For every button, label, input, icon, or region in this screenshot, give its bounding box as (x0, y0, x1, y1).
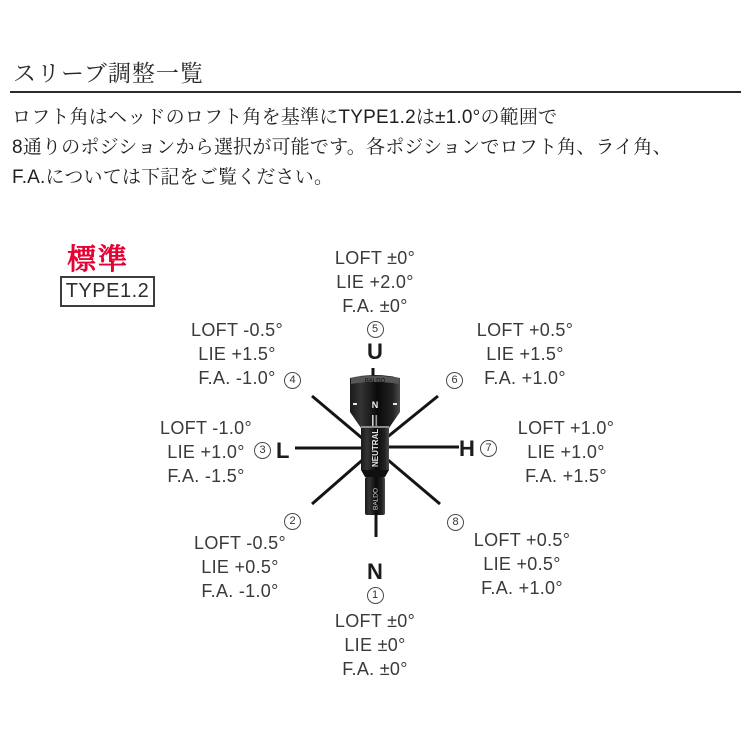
position-1 (295, 560, 455, 681)
position-5-letter: U (367, 339, 383, 364)
fa-value: F.A. -1.0° (198, 368, 276, 388)
loft-value: LOFT +0.5° (473, 530, 571, 550)
lie-value: LIE +0.5° (483, 554, 561, 574)
sleeve-brand-label: BALDO (364, 378, 386, 385)
title-underline (10, 91, 741, 93)
position-1-badge: 1 (367, 587, 384, 604)
page-title: スリーブ調整一覧 (13, 60, 204, 86)
loft-value: LOFT -0.5° (194, 533, 286, 553)
intro-line-3: F.A.については下記をご覧ください。 (12, 167, 334, 188)
lie-value: LIE +1.0° (167, 442, 245, 462)
loft-value: LOFT +0.5° (476, 320, 574, 340)
sleeve-tick-left (353, 403, 357, 405)
position-1-values (335, 609, 415, 681)
fa-value: F.A. ±0° (342, 659, 408, 679)
sleeve-n-marking: N (371, 400, 379, 410)
fa-value: F.A. -1.5° (167, 466, 245, 486)
position-5-badge: 5 (367, 321, 384, 338)
lie-value: LIE +1.0° (527, 442, 605, 462)
standard-label: 標準 (67, 244, 130, 276)
position-2-values (177, 531, 303, 603)
sleeve-collar-highlight (361, 426, 389, 428)
intro-text (12, 103, 672, 193)
position-2-badge: 2 (284, 513, 301, 530)
loft-value: LOFT -1.0° (160, 418, 252, 438)
position-6-values (460, 318, 590, 390)
position-5 (295, 246, 455, 364)
type-badge: TYPE1.2 (60, 276, 155, 307)
position-7-values (501, 416, 631, 488)
lie-value: LIE +1.5° (486, 344, 564, 364)
position-4-badge: 4 (284, 372, 301, 389)
sleeve-adapter-image (347, 370, 404, 522)
position-4-values (172, 318, 302, 390)
position-3-values (141, 416, 271, 488)
position-8-badge: 8 (447, 514, 464, 531)
lie-value: LIE +1.5° (198, 344, 276, 364)
loft-value: LOFT ±0° (334, 248, 416, 268)
sleeve-tip-brand-label: BALDO (372, 487, 380, 510)
sleeve-step (361, 470, 389, 477)
intro-line-2: 8通りのポジションから選択が可能です。各ポジションでロフト角、ライ角、 (12, 137, 672, 158)
position-3-badge: 3 (254, 442, 271, 459)
fa-value: F.A. +1.0° (481, 578, 563, 598)
lie-value: LIE +0.5° (201, 557, 279, 577)
intro-line-1: ロフト角はヘッドのロフト角を基準にTYPE1.2は±1.0°の範囲で (12, 107, 558, 128)
position-1-letter: N (367, 559, 383, 584)
position-3-letter: L (276, 438, 290, 463)
position-7-badge: 7 (480, 440, 497, 457)
fa-value: F.A. -1.0° (201, 581, 279, 601)
position-5-values (335, 246, 415, 318)
position-7-letter: H (459, 436, 475, 461)
sleeve-notch-2 (376, 415, 378, 426)
fa-value: F.A. ±0° (342, 296, 408, 316)
fa-value: F.A. +1.5° (525, 466, 607, 486)
sleeve-tick-right (393, 403, 397, 405)
loft-value: LOFT +1.0° (517, 418, 615, 438)
loft-value: LOFT ±0° (334, 611, 416, 631)
position-8-values (459, 528, 585, 600)
sleeve-notch-1 (372, 415, 374, 426)
position-6-badge: 6 (446, 372, 463, 389)
lie-value: LIE +2.0° (336, 272, 414, 292)
fa-value: F.A. +1.0° (484, 368, 566, 388)
lie-value: LIE ±0° (344, 635, 406, 655)
sleeve-neutral-label: NEUTRAL (371, 428, 380, 467)
loft-value: LOFT -0.5° (191, 320, 283, 340)
